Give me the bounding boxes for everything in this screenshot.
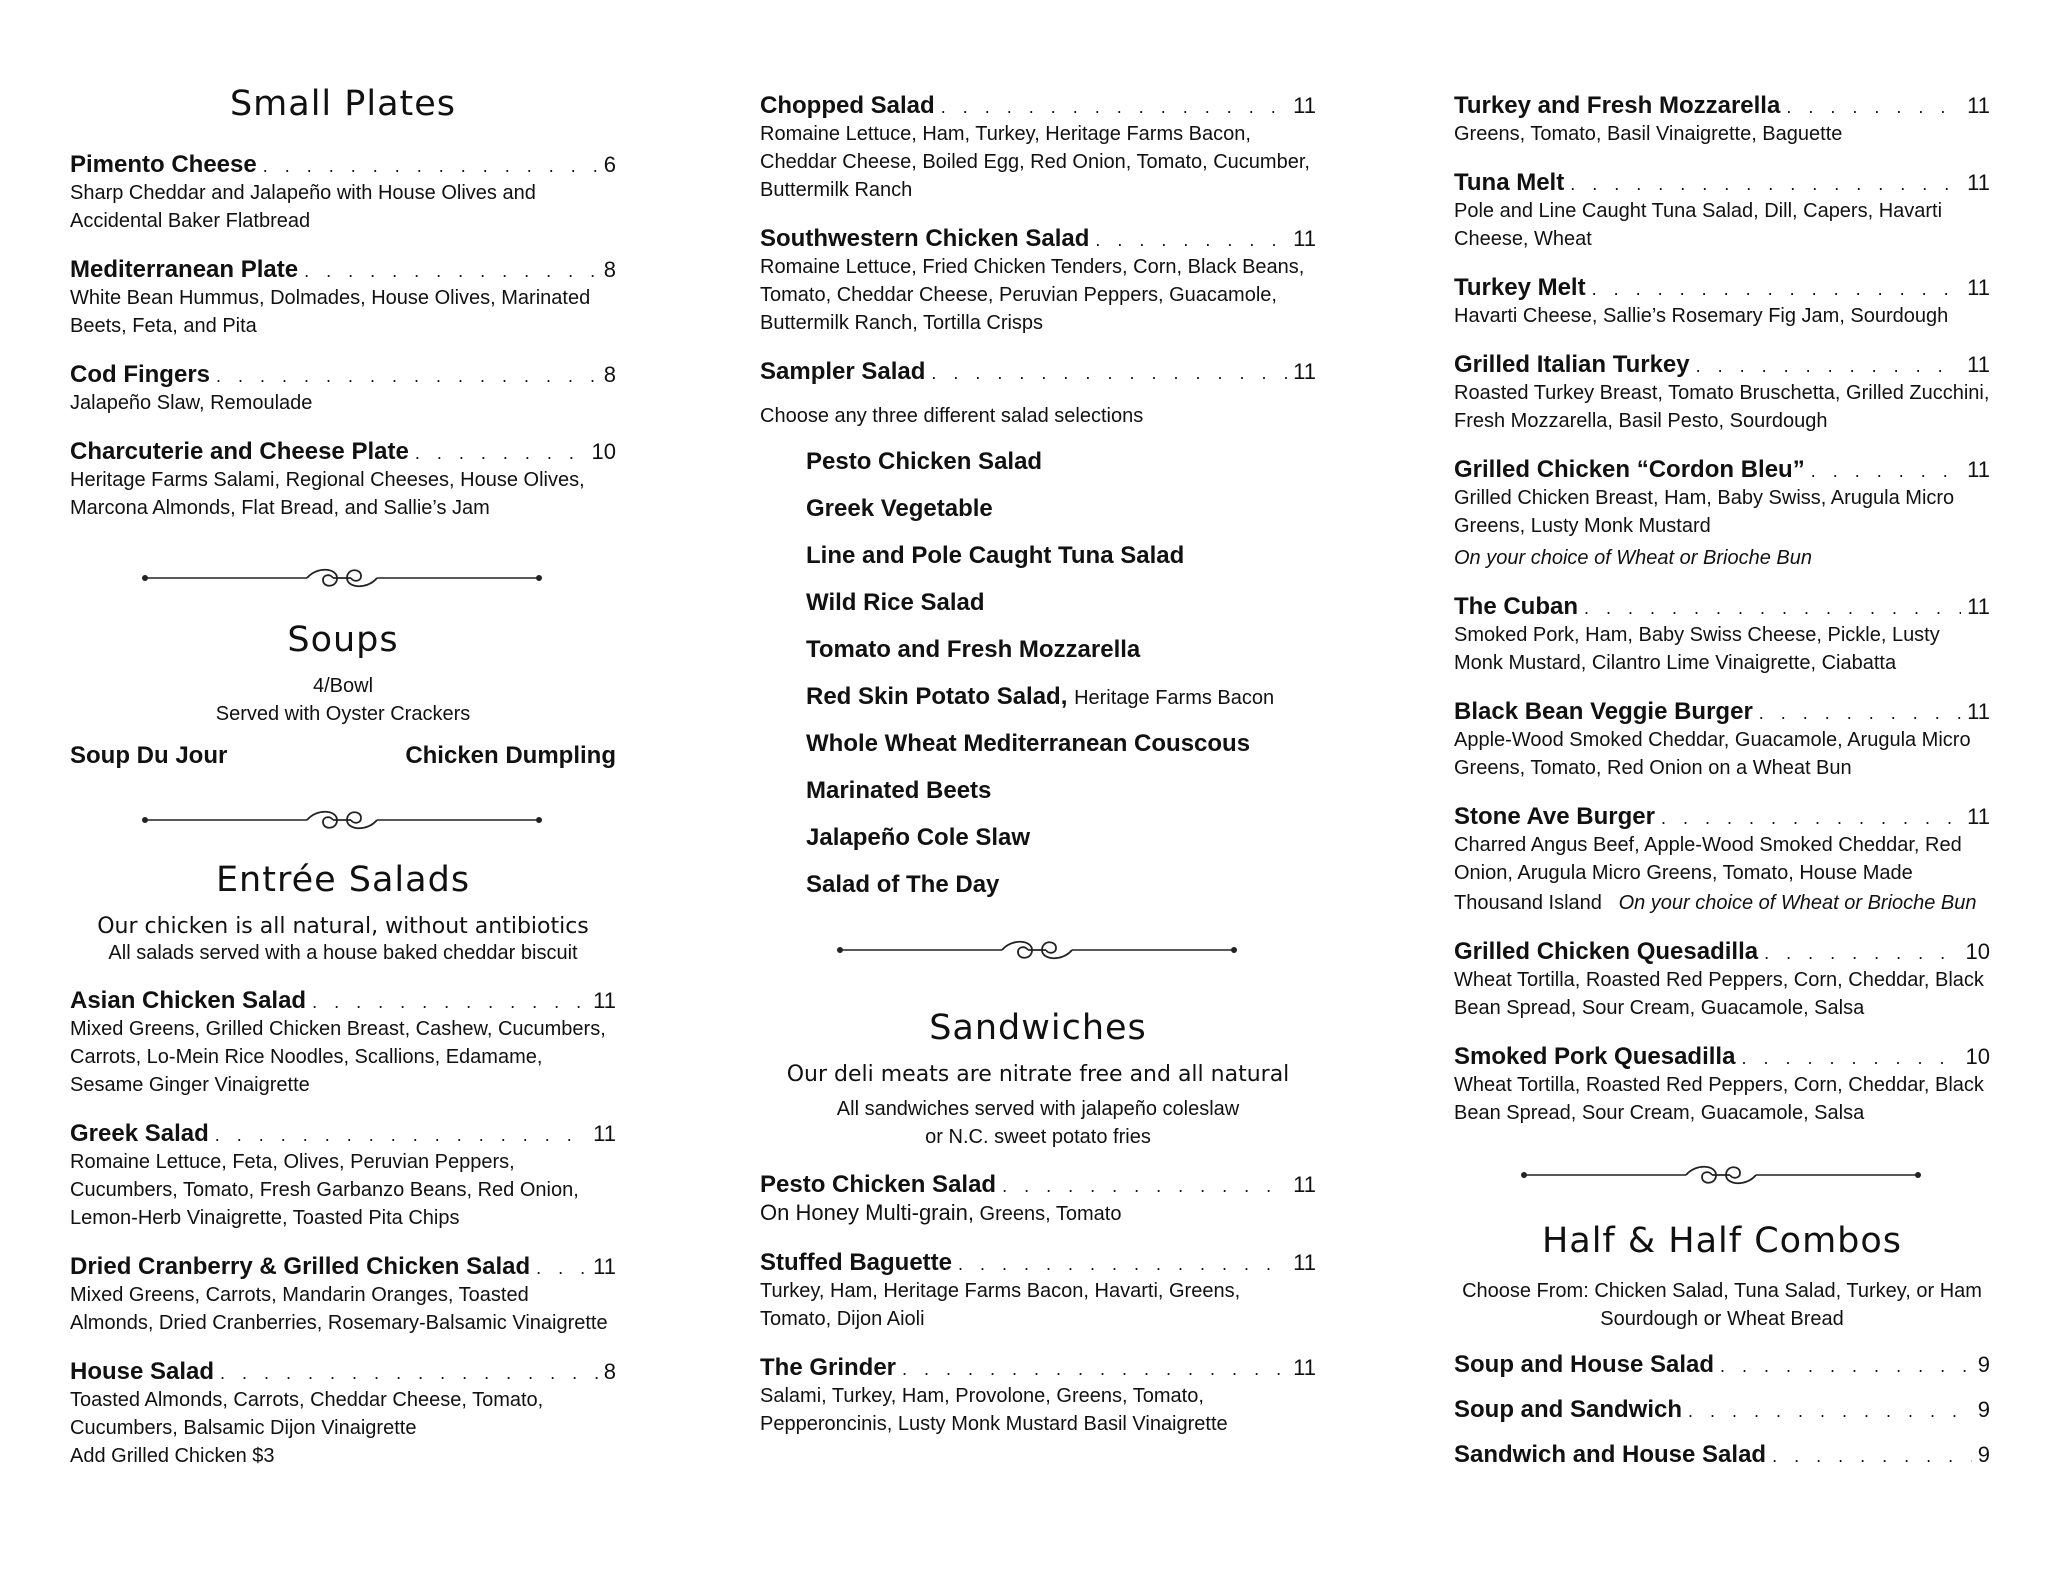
menu-item <box>70 1253 616 1337</box>
left-column <box>70 0 616 1470</box>
item-description: White Bean Hummus, Dolmades, House Olives, Marinated Beets, Feta, and Pita <box>70 287 591 337</box>
sampler-option: Marinated Beets <box>806 777 992 804</box>
sandwiches-heading: Sandwiches <box>929 1008 1147 1048</box>
sampler-note: Choose any three different salad selections <box>760 405 1144 427</box>
item-price: 11 <box>1293 93 1316 118</box>
menu-item <box>1454 351 1990 435</box>
item-description: Smoked Pork, Ham, Baby Swiss Cheese, Pickle, Lusty Monk Mustard, Cilantro Lime Vinaigrette, Ciabatta <box>1454 624 1940 674</box>
menu-item <box>1454 938 1990 1022</box>
ornamental-divider <box>70 568 616 590</box>
item-description: Mixed Greens, Carrots, Mandarin Oranges, Toasted Almonds, Dried Cranberries, Rosemary-Balsamic Vinaigrette <box>70 1284 608 1334</box>
item-name: Sandwich and House Salad <box>1454 1441 1767 1468</box>
item-price: 11 <box>1293 1172 1316 1197</box>
right-column <box>1454 0 1990 1469</box>
menu-item <box>760 225 1316 337</box>
item-description: Sharp Cheddar and Jalapeño with House Olives and Accidental Baker Flatbread <box>70 182 536 232</box>
sampler-option: Jalapeño Cole Slaw <box>806 824 1031 851</box>
item-name: Grilled Chicken “Cordon Bleu” <box>1454 456 1805 483</box>
item-price: 8 <box>603 362 616 387</box>
sampler-option: Red Skin Potato Salad, Heritage Farms Bacon <box>806 683 1275 710</box>
item-description: Romaine Lettuce, Fried Chicken Tenders, Corn, Black Beans, Tomato, Cheddar Cheese, Peruvian Peppers, Guacamole, Buttermilk Ranch, Tortilla Crisps <box>760 256 1305 334</box>
entree-salads-heading: Entrée Salads <box>215 860 471 900</box>
sampler-option: Salad of The Day <box>806 871 1000 898</box>
entree-salads-subtitle: Our chicken is all natural, without antibiotics <box>97 914 589 939</box>
item-price: 11 <box>593 1121 616 1146</box>
sandwiches-note: All sandwiches served with jalapeño coleslaw <box>836 1098 1240 1120</box>
item-name: The Grinder <box>760 1354 897 1381</box>
menu-item <box>760 92 1316 204</box>
combo-item <box>1454 1396 1990 1424</box>
menu-item <box>760 1171 1316 1228</box>
item-price: 11 <box>593 988 616 1013</box>
item-description: Havarti Cheese, Sallie’s Rosemary Fig Jam, Sourdough <box>1454 305 1949 327</box>
soups-list <box>70 742 616 770</box>
item-price: 11 <box>1967 93 1990 118</box>
menu-item <box>1454 274 1990 330</box>
item-description: Roasted Turkey Breast, Tomato Bruschetta, Grilled Zucchini, Fresh Mozzarella, Basil Pesto, Sourdough <box>1454 382 1990 432</box>
item-description: Pole and Line Caught Tuna Salad, Dill, Capers, Havarti Cheese, Wheat <box>1454 200 1943 250</box>
combos-note: Sourdough or Wheat Bread <box>1600 1308 1844 1330</box>
item-description: Apple-Wood Smoked Cheddar, Guacamole, Arugula Micro Greens, Tomato, Red Onion on a Wheat Bun <box>1454 729 1971 779</box>
ornamental-divider <box>760 940 1316 962</box>
menu-item <box>70 1120 616 1232</box>
item-name: Pimento Cheese <box>70 151 257 178</box>
combo-item <box>1454 1441 1990 1469</box>
middle-column <box>760 0 1316 1438</box>
item-price: 11 <box>1293 226 1316 251</box>
sampler-option: Tomato and Fresh Mozzarella <box>806 636 1141 663</box>
menu-item <box>1454 456 1990 572</box>
item-description: Charred Angus Beef, Apple-Wood Smoked Cheddar, Red Onion, Arugula Micro Greens, Tomato, House Made <box>1454 834 1962 884</box>
item-description: Turkey, Ham, Heritage Farms Bacon, Havarti, Greens, Tomato, Dijon Aioli <box>760 1280 1241 1330</box>
item-price: 10 <box>591 439 616 464</box>
item-note: Thousand Island On your choice of Wheat or Brioche Bun <box>1454 892 1977 914</box>
soups-note: Served with Oyster Crackers <box>215 703 471 725</box>
item-description: Salami, Turkey, Ham, Provolone, Greens, Tomato, Pepperoncinis, Lusty Monk Mustard Basil Vinaigrette <box>760 1385 1228 1435</box>
item-note: On your choice of Wheat or Brioche Bun <box>1454 547 1812 569</box>
item-addon: Add Grilled Chicken $3 <box>70 1445 275 1467</box>
item-name: Asian Chicken Salad <box>70 987 307 1014</box>
item-description: Wheat Tortilla, Roasted Red Peppers, Corn, Cheddar, Black Bean Spread, Sour Cream, Guacamole, Salsa <box>1454 1074 1984 1124</box>
item-name: Dried Cranberry & Grilled Chicken Salad <box>70 1253 531 1280</box>
item-price: 8 <box>603 257 616 282</box>
option-extra: Heritage Farms Bacon <box>1074 687 1275 709</box>
item-description: Heritage Farms Salami, Regional Cheeses, House Olives, Marcona Almonds, Flat Bread, and Sallie’s Jam <box>70 469 585 519</box>
sampler-options <box>760 438 1316 908</box>
item-price: 11 <box>1967 804 1990 829</box>
item-name: Soup and House Salad <box>1454 1351 1715 1378</box>
item-price: 11 <box>1967 594 1990 619</box>
item-name: Stone Ave Burger <box>1454 803 1655 830</box>
item-name: Greek Salad <box>70 1120 209 1147</box>
item-name: Mediterranean Plate <box>70 256 299 283</box>
item-price: 10 <box>1965 1044 1990 1069</box>
item-name: Black Bean Veggie Burger <box>1454 698 1753 725</box>
menu-item <box>760 358 1316 386</box>
item-price: 11 <box>593 1254 616 1279</box>
item-name: Smoked Pork Quesadilla <box>1454 1043 1736 1070</box>
item-price: 9 <box>1977 1352 1990 1377</box>
item-description: Toasted Almonds, Carrots, Cheddar Cheese, Tomato, Cucumbers, Balsamic Dijon Vinaigrette <box>70 1389 544 1439</box>
item-price: 11 <box>1967 699 1990 724</box>
item-description: Wheat Tortilla, Roasted Red Peppers, Corn, Cheddar, Black Bean Spread, Sour Cream, Guacamole, Salsa <box>1454 969 1984 1019</box>
item-price: 11 <box>1967 170 1990 195</box>
item-name: Sampler Salad <box>760 358 926 385</box>
item-price: 11 <box>1967 352 1990 377</box>
item-price: 11 <box>1967 275 1990 300</box>
item-description: Romaine Lettuce, Ham, Turkey, Heritage Farms Bacon, Cheddar Cheese, Boiled Egg, Red Onion, Tomato, Cucumber, Buttermilk Ranch <box>760 123 1310 201</box>
item-name: Southwestern Chicken Salad <box>760 225 1090 252</box>
menu-item <box>760 1249 1316 1333</box>
item-name: Grilled Chicken Quesadilla <box>1454 938 1759 965</box>
combo-item <box>1454 1351 1990 1379</box>
item-name: Turkey and Fresh Mozzarella <box>1454 92 1781 119</box>
menu-item <box>70 151 616 235</box>
item-price: 11 <box>1293 359 1316 384</box>
item-name: Tuna Melt <box>1454 169 1565 196</box>
menu-item <box>70 438 616 522</box>
combos-note: Choose From: Chicken Salad, Tuna Salad, Turkey, or Ham <box>1462 1280 1982 1302</box>
item-name: Grilled Italian Turkey <box>1454 351 1690 378</box>
item-description: Mixed Greens, Grilled Chicken Breast, Cashew, Cucumbers, Carrots, Lo-Mein Rice Noodles, Scallions, Edamame, Sesame Ginger Vinaigrette <box>70 1018 606 1096</box>
item-description: Greens, Tomato, Basil Vinaigrette, Baguette <box>1454 123 1843 145</box>
soups-heading: Soups <box>287 620 399 660</box>
entree-salads-note: All salads served with a house baked cheddar biscuit <box>108 942 578 964</box>
item-name: Turkey Melt <box>1454 274 1586 301</box>
sampler-option: Pesto Chicken Salad <box>806 448 1043 475</box>
item-name: Cod Fingers <box>70 361 211 388</box>
combos-heading: Half & Half Combos <box>1541 1221 1903 1261</box>
menu-item <box>1454 169 1990 253</box>
sampler-option: Whole Wheat Mediterranean Couscous <box>806 730 1251 757</box>
item-name: Chopped Salad <box>760 92 935 119</box>
ornamental-divider <box>1454 1165 1990 1187</box>
menu-item <box>70 361 616 417</box>
menu-item <box>1454 92 1990 148</box>
soups-price: 4/Bowl <box>312 675 374 697</box>
item-price: 8 <box>603 1359 616 1384</box>
ornamental-divider <box>70 810 616 832</box>
menu-item <box>70 1358 616 1470</box>
menu-item <box>70 256 616 340</box>
item-price: 10 <box>1965 939 1990 964</box>
item-price: 9 <box>1977 1442 1990 1467</box>
item-name: Charcuterie and Cheese Plate <box>70 438 409 465</box>
item-description: Romaine Lettuce, Feta, Olives, Peruvian Peppers, Cucumbers, Tomato, Fresh Garbanzo Beans, Red Onion, Lemon-Herb Vinaigrette, Toasted Pita Chips <box>70 1151 579 1229</box>
sandwiches-note: or N.C. sweet potato fries <box>925 1126 1151 1148</box>
item-name: Soup and Sandwich <box>1454 1396 1683 1423</box>
chicken-dumpling: Chicken Dumpling <box>405 742 616 769</box>
item-price: 11 <box>1967 457 1990 482</box>
item-price: 11 <box>1293 1355 1316 1380</box>
item-price: 6 <box>603 152 616 177</box>
item-name: The Cuban <box>1454 593 1578 620</box>
item-name: Pesto Chicken Salad <box>760 1171 997 1198</box>
item-name: House Salad <box>70 1358 215 1385</box>
item-description: On Honey Multi-grain, Greens, Tomato <box>760 1200 1122 1225</box>
item-description: Jalapeño Slaw, Remoulade <box>70 392 313 414</box>
sandwiches-subtitle: Our deli meats are nitrate free and all natural <box>786 1062 1290 1087</box>
item-name: Stuffed Baguette <box>760 1249 952 1276</box>
sampler-option: Line and Pole Caught Tuna Salad <box>806 542 1185 569</box>
menu-item <box>70 987 616 1099</box>
small-plates-heading: Small Plates <box>229 84 457 124</box>
item-price: 9 <box>1977 1397 1990 1422</box>
menu-item <box>760 1354 1316 1438</box>
menu-item <box>1454 698 1990 782</box>
soup-du-jour: Soup Du Jour <box>70 742 228 769</box>
item-description: Grilled Chicken Breast, Ham, Baby Swiss, Arugula Micro Greens, Lusty Monk Mustard <box>1454 487 1955 537</box>
sampler-option: Greek Vegetable <box>806 495 993 522</box>
menu-item <box>1454 1043 1990 1127</box>
menu-item <box>1454 593 1990 677</box>
item-price: 11 <box>1293 1250 1316 1275</box>
menu-item <box>1454 803 1990 917</box>
sampler-option: Wild Rice Salad <box>806 589 985 616</box>
